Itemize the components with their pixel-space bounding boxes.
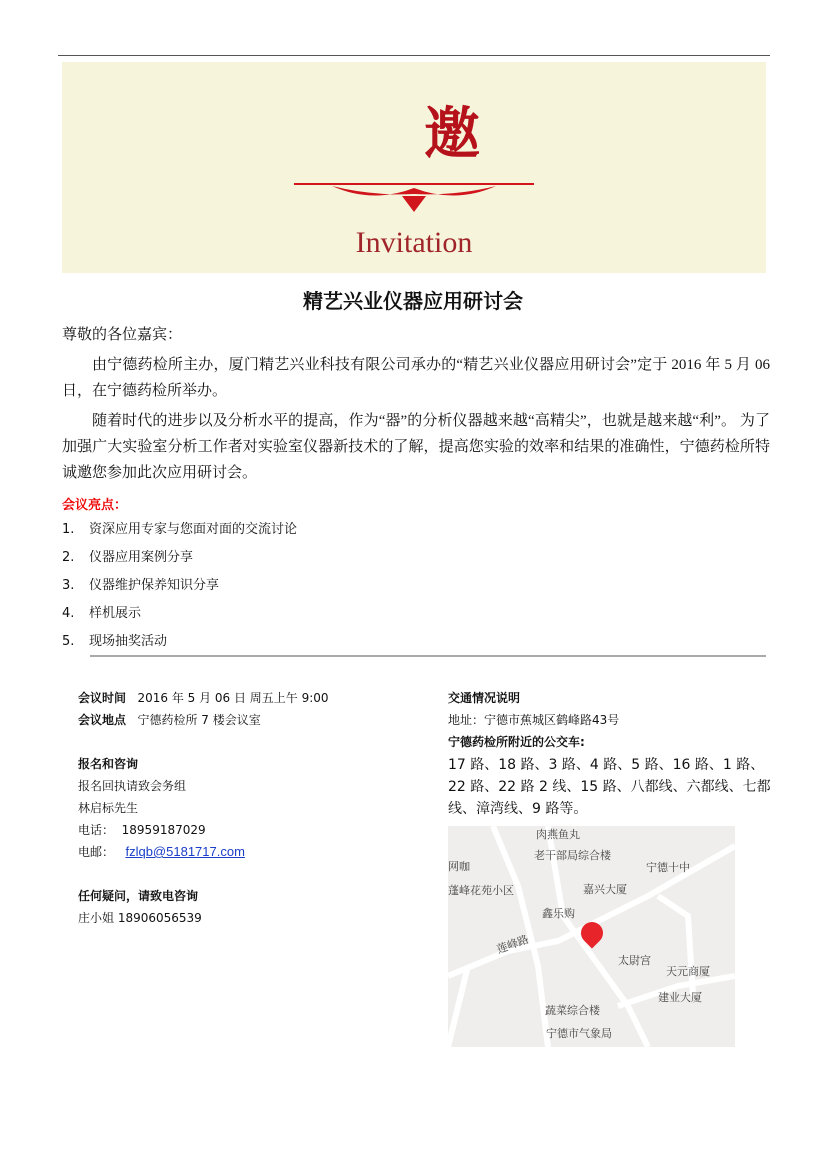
map-label: 蓬峰花苑小区 — [448, 884, 514, 897]
paragraph: 随着时代的进步以及分析水平的提高，作为“器”的分析仪器越来越“高精尖”，也就是越来越“利”。 为了加强广大实验室分析工作者对实验室仪器新技术的了解，提高您实验的效率和结果的准确性，宁德药检所特诚邀您参加此次应用研讨会。 — [62, 413, 770, 481]
location-map[interactable] — [448, 826, 735, 1047]
map-label: 嘉兴大厦 — [583, 883, 627, 896]
invitation-subtitle: Invitation — [355, 226, 473, 259]
email-link[interactable]: fzlqb@5181717.com — [125, 844, 245, 859]
page-title: 精艺兴业仪器应用研讨会 — [303, 289, 523, 313]
highlights-heading: 会议亮点： — [62, 498, 128, 513]
traffic-heading: 交通情况说明 — [448, 691, 521, 705]
letter-body — [62, 322, 770, 490]
map-label: 太尉宫 — [618, 954, 651, 967]
map-label: 蔬菜综合楼 — [545, 1004, 600, 1017]
item-text: 仪器应用案例分享 — [89, 550, 194, 565]
registration-text: 报名回执请致会务组 — [78, 779, 187, 793]
map-label: 肉燕鱼丸 — [536, 828, 580, 841]
questions-heading: 任何疑问，请致电咨询 — [78, 889, 199, 903]
item-number: 1. — [62, 522, 75, 537]
list-item — [62, 520, 297, 548]
registration-heading: 报名和咨询 — [78, 757, 139, 771]
ornament-icon — [292, 174, 536, 214]
highlights-list — [62, 520, 297, 660]
map-label: 老干部局综合楼 — [534, 849, 611, 862]
invitation-banner — [62, 62, 766, 273]
item-text: 资深应用专家与您面对面的交流讨论 — [89, 522, 298, 537]
phone-number: 18959187029 — [121, 823, 206, 837]
list-item — [62, 576, 297, 604]
map-label: 莲峰路 — [494, 932, 531, 957]
map-label: 建业大厦 — [658, 991, 702, 1004]
bus-heading: 宁德药检所附近的公交车: — [448, 735, 585, 749]
invitation-glyph: 邀 — [424, 101, 480, 167]
list-item — [62, 548, 297, 576]
meeting-place: 宁德药检所 7 楼会议室 — [137, 713, 261, 727]
map-label: 宁德市气象局 — [546, 1027, 612, 1040]
item-number: 3. — [62, 578, 75, 593]
contact-name: 林启标先生 — [78, 801, 139, 815]
greeting: 尊敬的各位嘉宾： — [62, 327, 183, 343]
item-text: 仪器维护保养知识分享 — [89, 578, 220, 593]
top-divider — [58, 55, 770, 56]
email-label: 电邮： — [78, 845, 115, 859]
address: 地址：宁德市蕉城区鹤峰路43号 — [448, 713, 620, 727]
meeting-info — [78, 688, 329, 930]
map-label: 天元商厦 — [666, 965, 710, 978]
section-divider — [90, 655, 766, 657]
meeting-time: 2016 年 5 月 06 日 周五上午 9:00 — [137, 691, 329, 705]
item-text: 现场抽奖活动 — [89, 634, 168, 649]
bus-routes: 17 路、18 路、3 路、4 路、5 路、16 路、1 路、22 路、22 路 2 线、15 路、八都线、六都线、七都线、漳湾线、9 路等。 — [448, 757, 771, 817]
item-number: 2. — [62, 550, 75, 565]
paragraph: 由宁德药检所主办，厦门精艺兴业科技有限公司承办的“精艺兴业仪器应用研讨会”定于 2016 年 5 月 06 日，在宁德药检所举办。 — [62, 357, 770, 399]
item-number: 4. — [62, 606, 75, 621]
traffic-info — [448, 688, 778, 820]
time-label: 会议时间 — [78, 691, 127, 705]
map-label: 宁德十中 — [646, 861, 690, 874]
phone-label: 电话： — [78, 823, 115, 837]
questions-contact: 庄小姐 18906056539 — [78, 911, 202, 925]
map-label: 网咖 — [448, 860, 470, 873]
item-number: 5. — [62, 634, 75, 649]
map-label: 鑫乐购 — [542, 907, 575, 920]
place-label: 会议地点 — [78, 713, 127, 727]
list-item — [62, 604, 297, 632]
item-text: 样机展示 — [89, 606, 142, 621]
